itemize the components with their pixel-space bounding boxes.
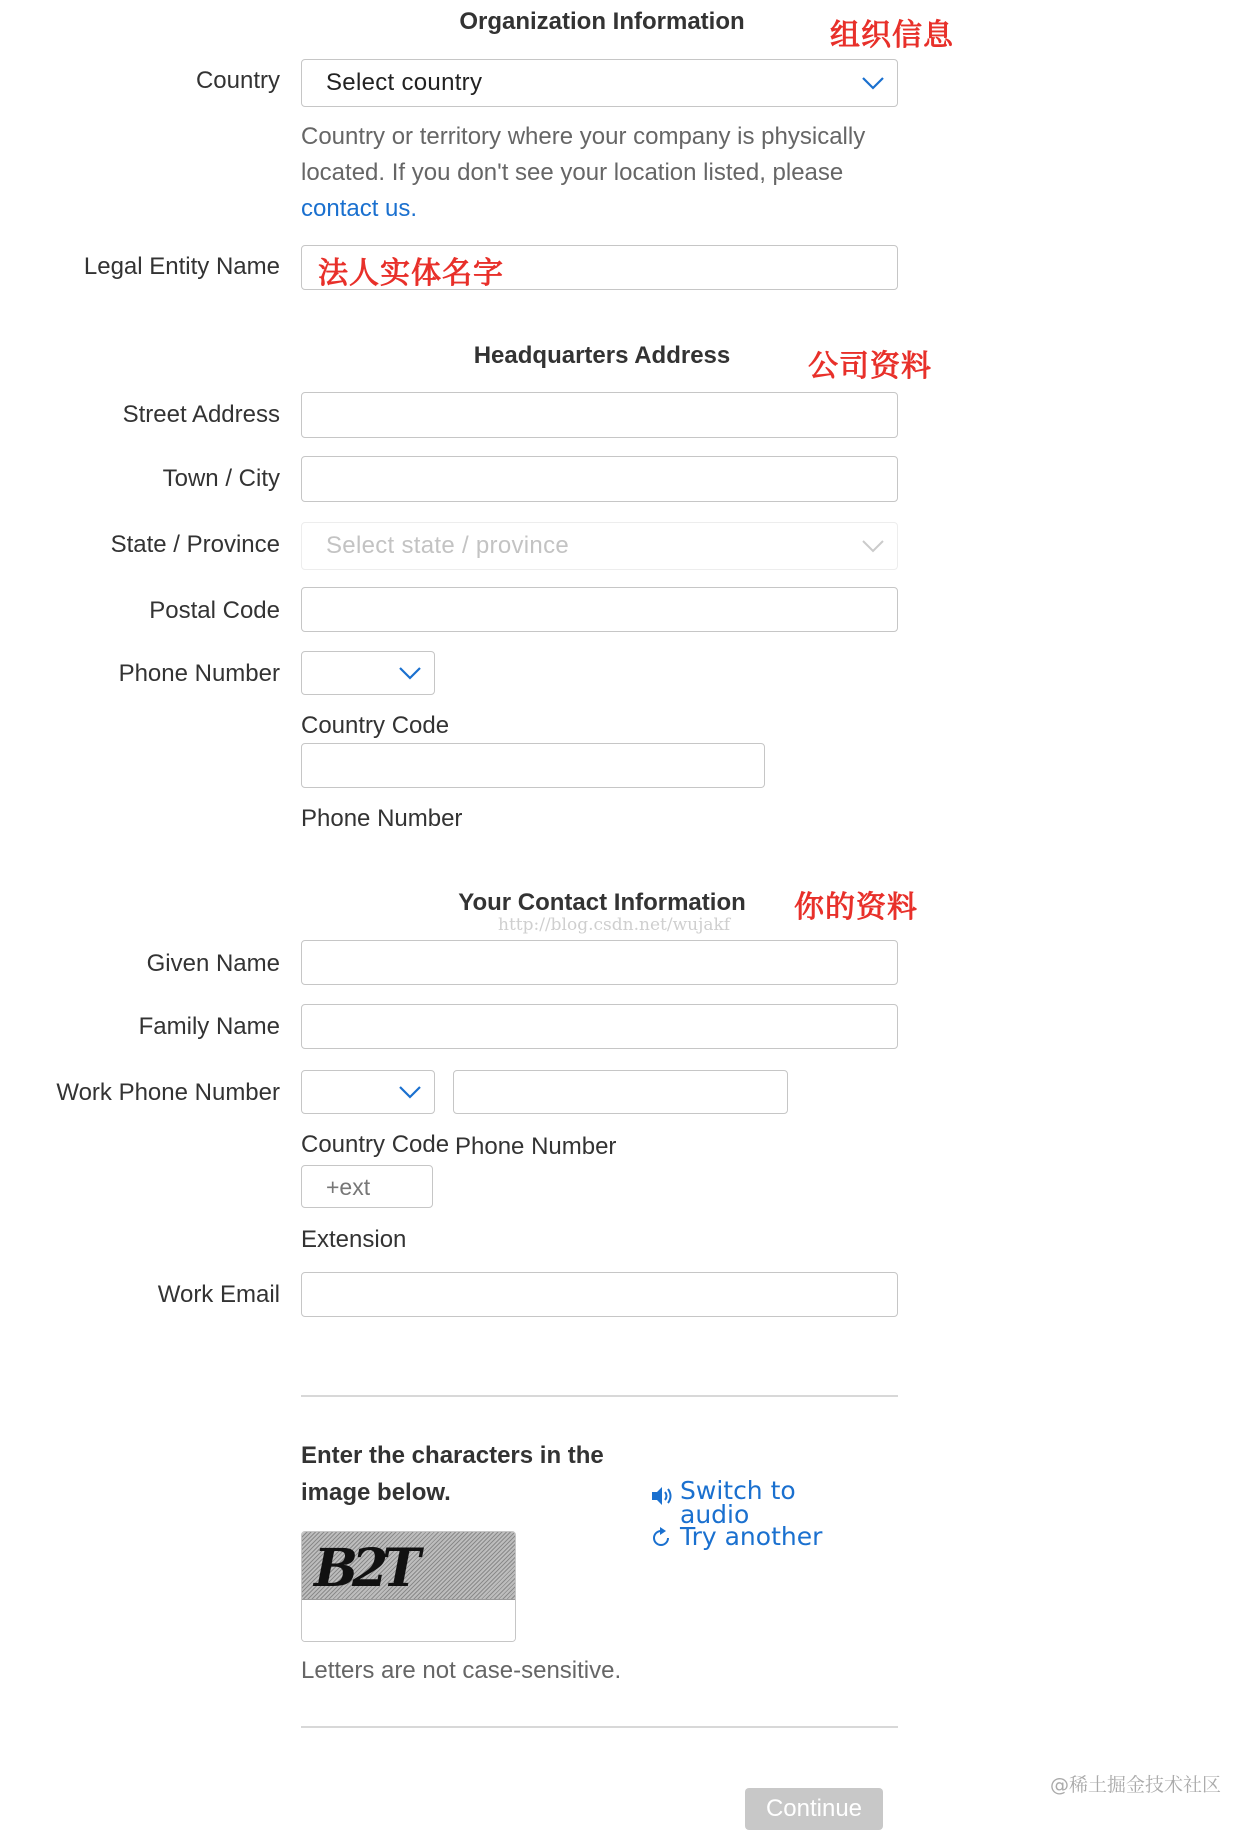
extension-input[interactable]	[301, 1165, 433, 1208]
legal-entity-label: Legal Entity Name	[83, 253, 280, 280]
work-email-input[interactable]	[301, 1272, 898, 1317]
street-address-input[interactable]	[301, 392, 898, 438]
chevron-down-icon	[398, 666, 422, 680]
country-label: Country	[195, 67, 280, 94]
work-phone-number-input[interactable]	[453, 1070, 788, 1114]
hq-country-code-select[interactable]	[301, 651, 435, 695]
hq-phone-number-input[interactable]	[301, 743, 765, 788]
country-help-text	[301, 119, 921, 227]
work-country-code-select[interactable]	[301, 1070, 435, 1114]
hq-phone-label: Phone Number	[118, 660, 280, 687]
contact-section-title: Your Contact Information	[458, 889, 746, 916]
country-select[interactable]	[301, 59, 898, 107]
captcha-image	[302, 1532, 515, 1600]
divider	[301, 1395, 898, 1397]
refresh-icon	[650, 1527, 672, 1549]
blog-watermark: http://blog.csdn.net/wujakf	[498, 915, 731, 935]
state-province-select[interactable]	[301, 522, 898, 570]
country-help-body: Country or territory where your company is physically located. If you don't see your location listed, please	[301, 123, 866, 186]
state-province-placeholder: Select state / province	[326, 532, 570, 559]
extension-placeholder: +ext	[326, 1174, 371, 1200]
chevron-down-icon	[398, 1085, 422, 1099]
work-email-label: Work Email	[157, 1281, 280, 1308]
continue-button[interactable]: Continue	[745, 1788, 883, 1830]
hq-country-code-label: Country Code	[301, 712, 450, 739]
speaker-icon	[650, 1485, 674, 1507]
work-phone-label: Work Phone Number	[56, 1079, 280, 1106]
hq-phone-number-label: Phone Number	[301, 805, 463, 832]
switch-to-audio-text[interactable]: Switch to audio	[680, 1476, 796, 1529]
juejin-watermark: @稀土掘金技术社区	[1050, 1774, 1222, 1796]
chevron-down-icon	[861, 76, 885, 90]
try-another-text[interactable]: Try another	[680, 1522, 823, 1551]
town-city-input[interactable]	[301, 456, 898, 502]
captcha-image-text: B2T	[314, 1538, 415, 1599]
given-name-input[interactable]	[301, 940, 898, 985]
legal-entity-input[interactable]	[301, 245, 898, 290]
street-address-label: Street Address	[122, 401, 280, 428]
work-country-code-label: Country Code	[301, 1131, 450, 1158]
hq-annotation: 公司资料	[808, 349, 932, 384]
contact-annotation: 你的资料	[794, 890, 918, 925]
town-city-label: Town / City	[162, 465, 280, 492]
hq-section-title: Headquarters Address	[473, 342, 731, 369]
extension-label: Extension	[301, 1226, 407, 1253]
legal-entity-annotation: 法人实体名字	[318, 256, 504, 291]
org-annotation: 组织信息	[830, 18, 954, 53]
postal-code-input[interactable]	[301, 587, 898, 632]
contact-us-period: .	[410, 195, 418, 222]
work-phone-number-label: Phone Number	[455, 1133, 617, 1160]
postal-code-label: Postal Code	[149, 597, 280, 624]
captcha-box	[301, 1531, 516, 1642]
state-province-label: State / Province	[110, 531, 280, 558]
captcha-instruction: Enter the characters in the image below.	[301, 1442, 604, 1506]
family-name-input[interactable]	[301, 1004, 898, 1049]
given-name-label: Given Name	[146, 950, 280, 977]
divider	[301, 1726, 898, 1728]
captcha-input[interactable]	[302, 1600, 515, 1642]
case-note: Letters are not case-sensitive.	[301, 1657, 622, 1684]
chevron-down-icon	[861, 539, 885, 553]
family-name-label: Family Name	[138, 1013, 280, 1040]
contact-us-link[interactable]: contact us	[301, 195, 411, 222]
org-section-title: Organization Information	[459, 8, 745, 35]
country-select-value: Select country	[326, 69, 483, 96]
